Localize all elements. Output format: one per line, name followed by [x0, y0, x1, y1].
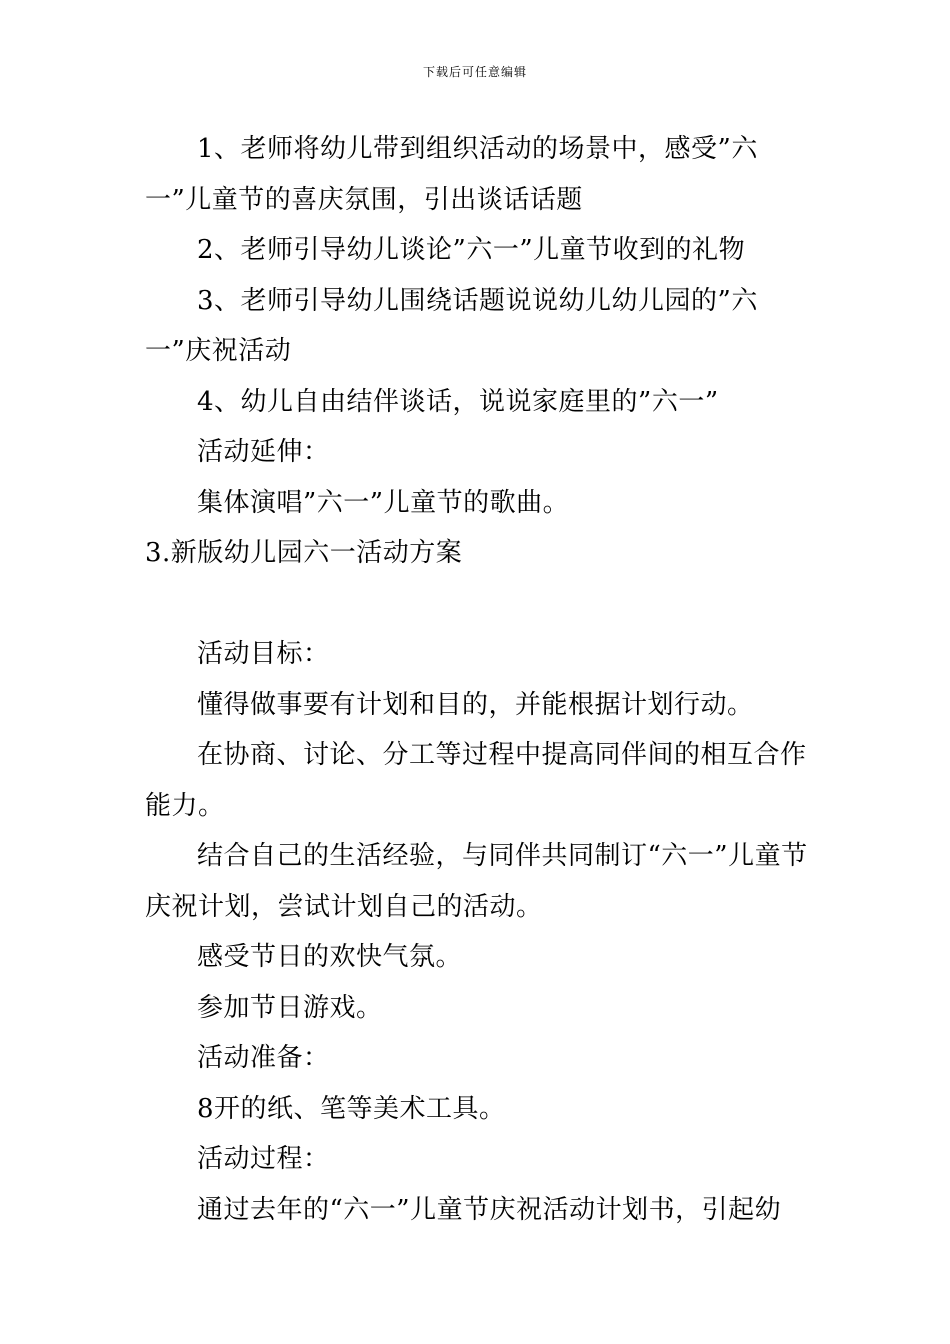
heading-activity-extension: 活动延伸：	[197, 437, 330, 467]
paragraph-step-3: 3、老师引导幼儿围绕话题说说幼儿幼儿园的”六一”庆祝活动	[145, 285, 758, 366]
paragraph-preparation: 8开的纸、笔等美术工具。	[197, 1093, 506, 1124]
paragraph-process-1: 通过去年的“六一”儿童节庆祝活动计划书，引起幼	[197, 1194, 782, 1225]
blank-line	[145, 579, 810, 630]
heading-activity-preparation: 活动准备：	[197, 1043, 330, 1073]
paragraph-step-2: 2、老师引导幼儿谈论”六一”儿童节收到的礼物	[197, 235, 746, 265]
document-body	[145, 124, 810, 1235]
heading-activity-process: 活动过程：	[197, 1144, 330, 1174]
paragraph-goal-2: 在协商、讨论、分工等过程中提高同伴间的相互合作能力。	[145, 740, 807, 821]
paragraph-goal-3: 结合自己的生活经验，与同伴共同制订“六一”儿童节庆祝计划，尝试计划自己的活动。	[145, 841, 808, 922]
paragraph-extension: 集体演唱”六一”儿童节的歌曲。	[197, 487, 570, 518]
page-header-note: 下载后可任意编辑	[422, 65, 527, 79]
paragraph-goal-1: 懂得做事要有计划和目的，并能根据计划行动。	[197, 689, 754, 720]
paragraph-goal-4: 感受节日的欢快气氛。	[197, 942, 463, 972]
paragraph-goal-5: 参加节日游戏。	[197, 992, 383, 1023]
heading-activity-goals: 活动目标：	[197, 639, 330, 669]
paragraph-step-4: 4、幼儿自由结伴谈话，说说家庭里的”六一”	[197, 386, 719, 417]
paragraph-step-1: 1、老师将幼儿带到组织活动的场景中，感受”六一”儿童节的喜庆氛围，引出谈话话题	[145, 134, 758, 215]
section-title: 3.新版幼儿园六一活动方案	[145, 538, 463, 568]
